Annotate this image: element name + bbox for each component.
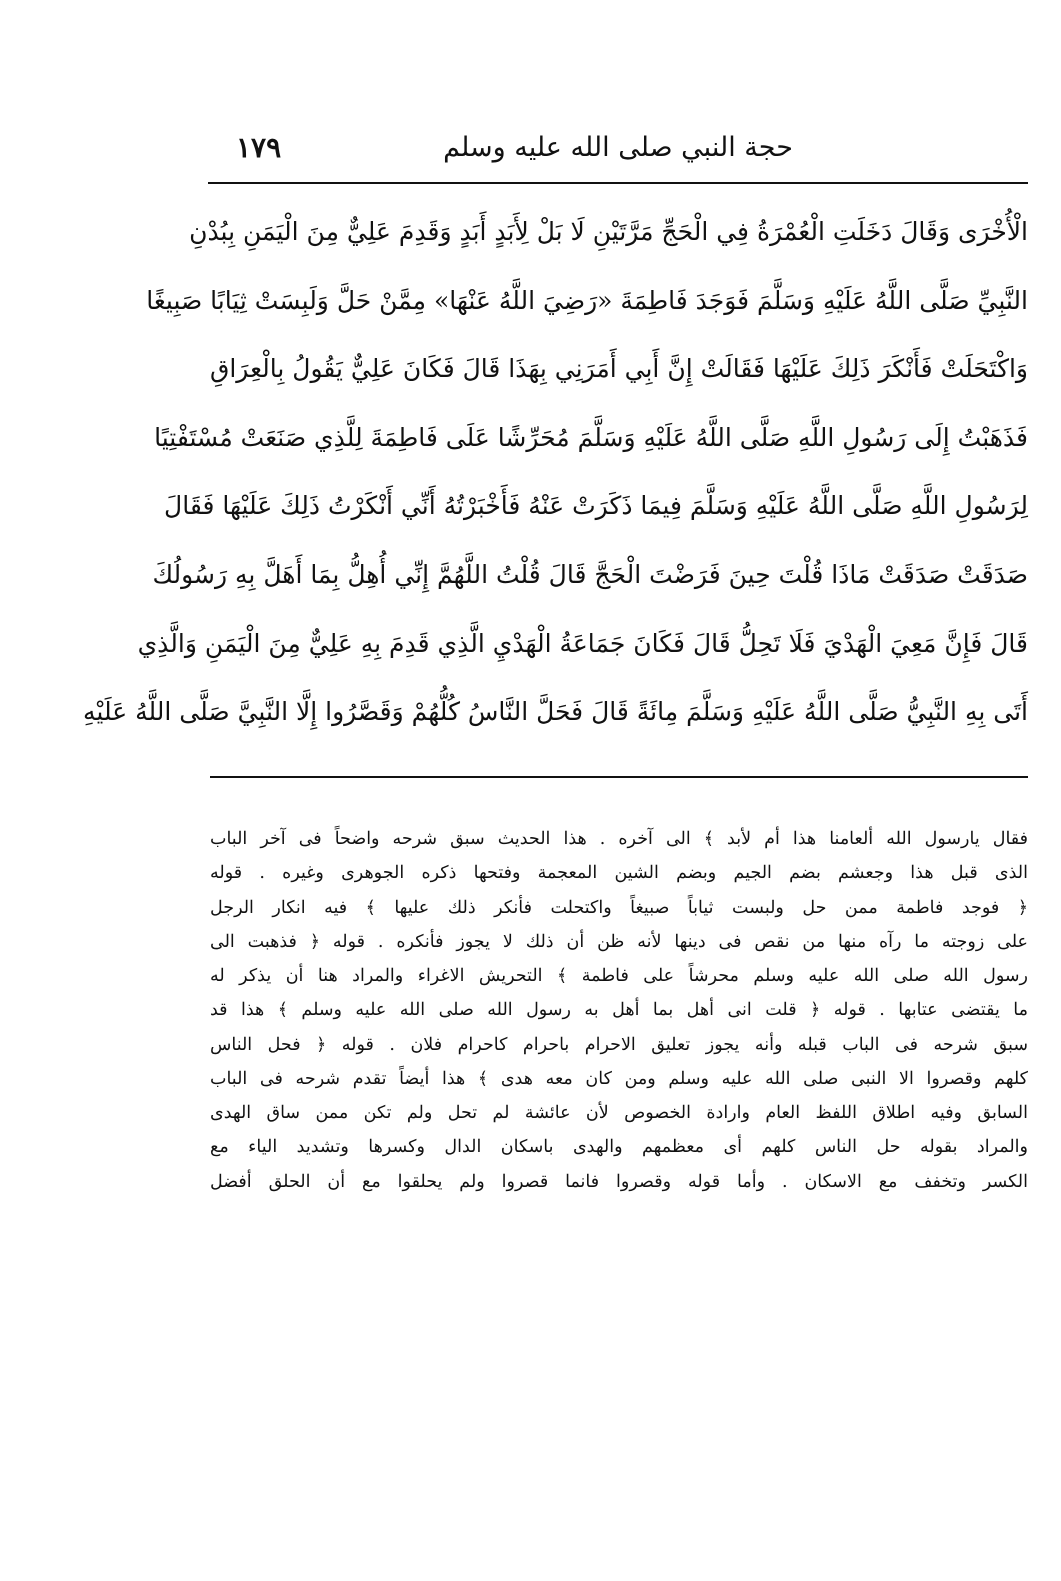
- commentary-line: سبق شرحه فى الباب قبله وأنه يجوز تعليق الاحرام باحرام كاحرام فلان . قوله ﴿ فحل الناس: [210, 1034, 1028, 1055]
- main-text-line: لِرَسُولِ اللَّهِ صَلَّى اللَّهُ عَلَيْهِ وَسَلَّمَ فِيمَا ذَكَرَتْ عَنْهُ فَأَخْبَرْتُهُ أَنِّي أَنْكَرْتُ ذَلِكَ عَلَيْهَا فَقَالَ: [164, 491, 1028, 521]
- commentary-line: السابق وفيه اطلاق اللفظ العام وارادة الخصوص لأن عائشة لم تحل ولم تكن ممن ساق الهدى: [210, 1103, 1028, 1123]
- main-text-line: صَدَقَتْ صَدَقَتْ مَاذَا قُلْتَ حِينَ فَرَضْتَ الْحَجَّ قَالَ قُلْتُ اللَّهُمَّ إِنِّي أُهِلُّ بِمَا أَهَلَّ بِهِ رَسُولُكَ: [152, 559, 1028, 589]
- page-header: [208, 128, 1028, 184]
- commentary-line: ﴿ فوجد فاطمة ممن حل ولبست ثياباً صبيغاً واكتحلت فأنكر ذلك عليها ﴾ فيه انكار الرجل: [210, 897, 1028, 918]
- commentary-line: رسول الله صلى الله عليه وسلم محرشاً على فاطمة ﴾ التحريش الاغراء والمراد هنا أن يذكر له: [210, 966, 1028, 986]
- main-text-line: قَالَ فَإِنَّ مَعِيَ الْهَدْيَ فَلَا تَحِلُّ قَالَ فَكَانَ جَمَاعَةُ الْهَدْيِ الَّذِي قَدِمَ بِهِ عَلِيٌّ مِنَ الْيَمَنِ وَالَّذِي: [137, 628, 1028, 658]
- commentary-separator-rule: [210, 776, 1028, 778]
- commentary-line: فقال يارسول الله ألعامنا هذا أم لأبد ﴾ الى آخره . هذا الحديث سبق شرحه واضحاً فى آخر الباب: [210, 829, 1028, 849]
- page-number: ١٧٩: [236, 131, 282, 164]
- header-rule: [208, 182, 1028, 184]
- main-text-block: [83, 198, 1028, 747]
- main-text-line: فَذَهَبْتُ إِلَى رَسُولِ اللَّهِ صَلَّى اللَّهُ عَلَيْهِ وَسَلَّمَ مُحَرِّشًا عَلَى فَاطِمَةَ لِلَّذِي صَنَعَتْ مُسْتَفْتِيًا: [154, 422, 1028, 452]
- main-text-line: وَاكْتَحَلَتْ فَأَنْكَرَ ذَلِكَ عَلَيْهَا فَقَالَتْ إِنَّ أَبِي أَمَرَنِي بِهَذَا قَالَ فَكَانَ عَلِيٌّ يَقُولُ بِالْعِرَاقِ: [209, 354, 1028, 384]
- commentary-block: [210, 822, 1028, 1199]
- main-text-line: الْأُخْرَى وَقَالَ دَخَلَتِ الْعُمْرَةُ فِي الْحَجِّ مَرَّتَيْنِ لَا بَلْ لِأَبَدٍ أَبَدٍ وَقَدِمَ عَلِيٌّ مِنَ الْيَمَنِ بِبُدْنِ: [189, 217, 1028, 246]
- running-title: حجة النبي صلى الله عليه وسلم: [443, 132, 793, 163]
- commentary-line: كلهم وقصروا الا النبى صلى الله عليه وسلم ومن كان معه هدى ﴾ هذا أيضاً تقدم شرحه فى الباب: [210, 1068, 1028, 1089]
- commentary-line: والمراد بقوله حل الناس كلهم أى معظمهم والهدى باسكان الدال وكسرها وتشديد الياء مع: [210, 1137, 1028, 1158]
- commentary-line: الكسر وتخفف مع الاسكان . وأما قوله وقصروا فانما قصروا ولم يحلقوا مع أن الحلق أفضل: [210, 1171, 1028, 1192]
- commentary-line: الذى قبل هذا وجعشم بضم الجيم وبضم الشين المعجمة وفتحها ذكره الجوهرى وغيره . قوله: [210, 863, 1028, 884]
- commentary-line: على زوجته ما رآه منها من نقص فى دينها لأنه ظن أن ذلك لا يجوز فأنكره . قوله ﴿ فذهبت الى: [210, 931, 1028, 952]
- commentary-line: ما يقتضى عتابها . قوله ﴿ قلت انى أهل بما أهل به رسول الله صلى الله عليه وسلم ﴾ هذا قد: [210, 1000, 1028, 1021]
- main-text-line: أَتَى بِهِ النَّبِيُّ صَلَّى اللَّهُ عَلَيْهِ وَسَلَّمَ مِائَةً قَالَ فَحَلَّ النَّاسُ كُلُّهُمْ وَقَصَّرُوا إِلَّا النَّبِيَّ صَلَّى اللَّهُ عَلَيْهِ: [83, 697, 1028, 727]
- main-text-line: النَّبِيِّ صَلَّى اللَّهُ عَلَيْهِ وَسَلَّمَ فَوَجَدَ فَاطِمَةَ «رَضِيَ اللَّهُ عَنْهَا» مِمَّنْ حَلَّ وَلَبِسَتْ ثِيَابًا صَبِيغًا: [146, 285, 1028, 315]
